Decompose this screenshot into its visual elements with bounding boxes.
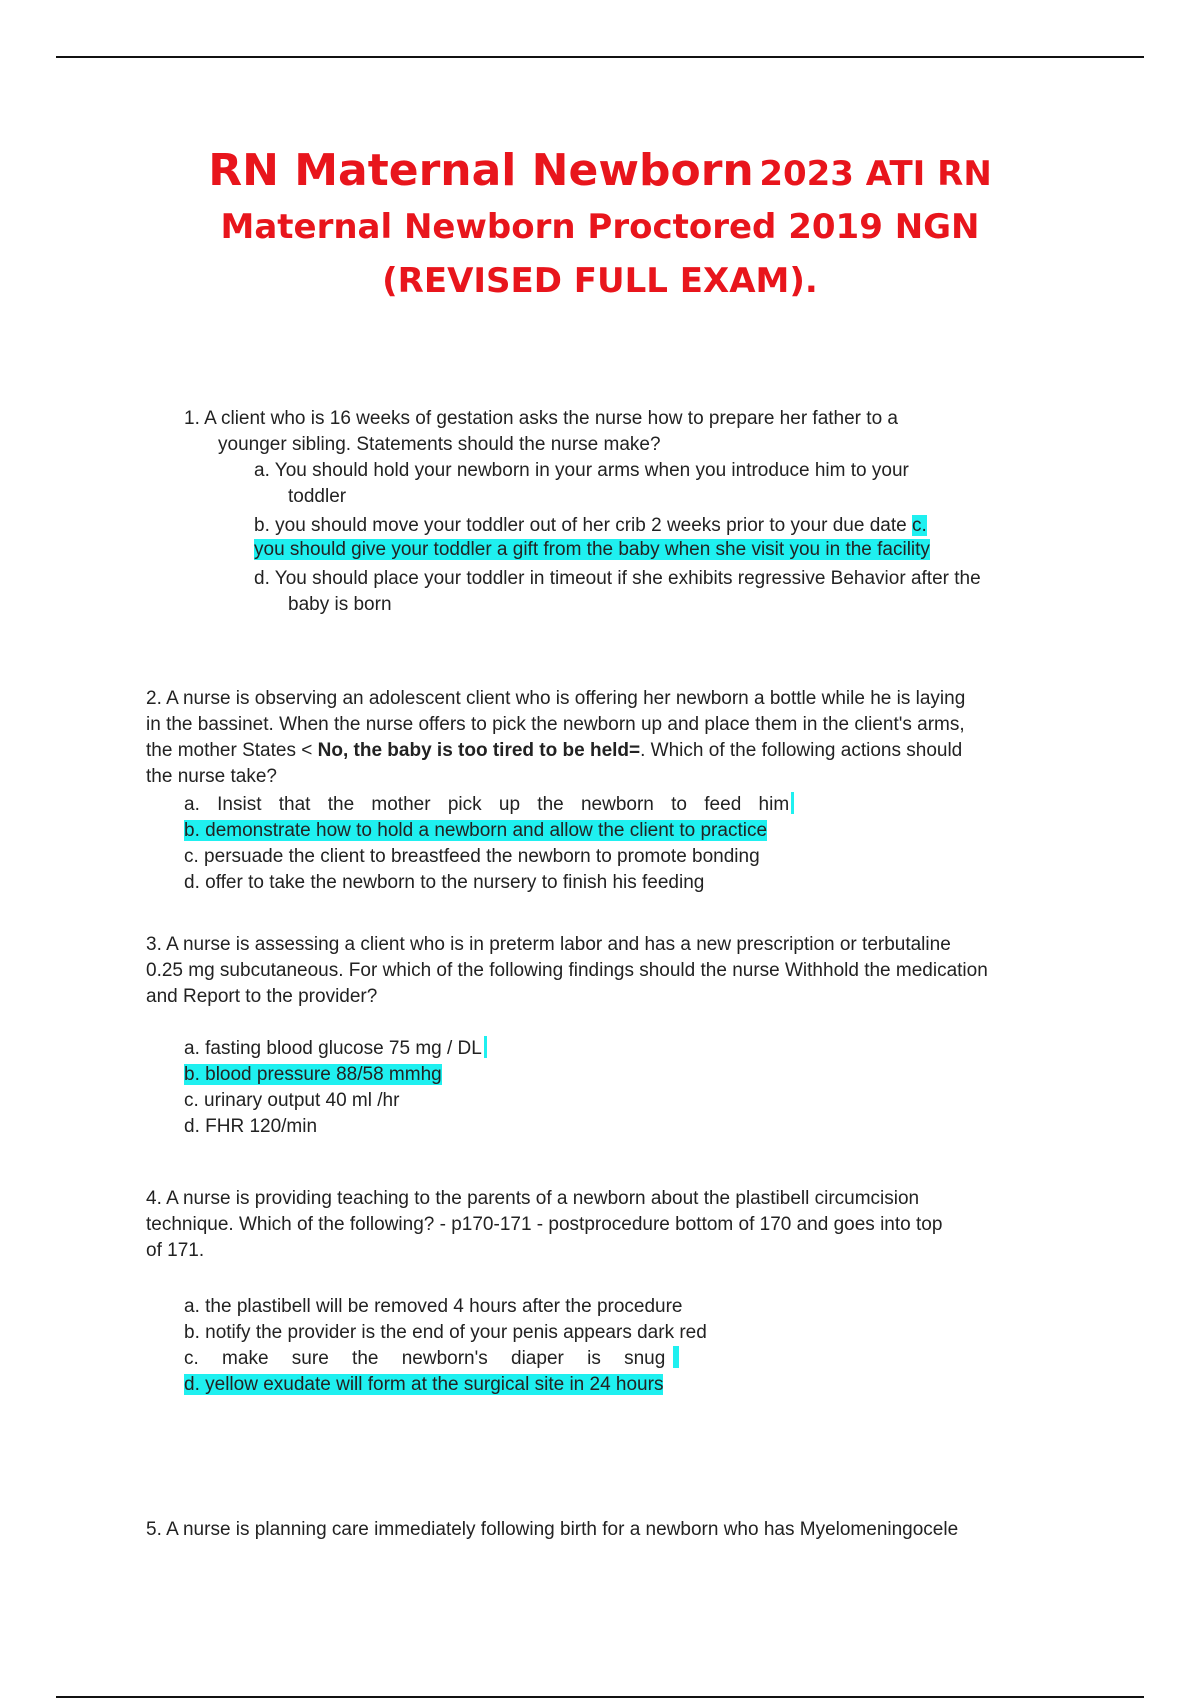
question-3-option-a: a. fasting blood glucose 75 mg / DL xyxy=(184,1038,482,1059)
highlight-marker xyxy=(791,792,794,814)
highlight-marker xyxy=(673,1346,679,1368)
question-2-stem-line1: 2. A nurse is observing an adolescent client who is offering her newborn a bottle while he is laying xyxy=(146,688,966,709)
question-2-option-a: a. Insist that the mother pick up the newborn to feed him xyxy=(184,794,790,815)
question-5-stem-line1: 5. A nurse is planning care immediately following birth for a newborn who has Myelomeningocele xyxy=(146,1519,959,1540)
question-4-stem-line1: 4. A nurse is providing teaching to the parents of a newborn about the plastibell circumcision xyxy=(146,1188,920,1209)
question-2-stem-line4: the nurse take? xyxy=(146,766,277,787)
bottom-rule xyxy=(56,1696,1144,1698)
question-3-stem-line2: 0.25 mg subcutaneous. For which of the following findings should the nurse Withhold the medication xyxy=(146,960,988,981)
question-3-option-c: c. urinary output 40 ml /hr xyxy=(184,1090,400,1111)
question-2-option-c: c. persuade the client to breastfeed the newborn to promote bonding xyxy=(184,846,760,867)
question-1-stem-line2: younger sibling. Statements should the nurse make? xyxy=(218,434,661,455)
title-line1-big: RN Maternal Newborn xyxy=(208,145,754,196)
question-1-option-c-label: c. xyxy=(911,515,927,536)
title-line1-rest: 2023 ATI RN xyxy=(759,154,992,194)
question-1-option-a-cont: toddler xyxy=(288,486,347,507)
question-2-option-d: d. offer to take the newborn to the nursery to finish his feeding xyxy=(184,872,705,893)
question-4-stem-line3: of 171. xyxy=(146,1240,205,1261)
title-line3: (REVISED FULL EXAM). xyxy=(382,261,818,301)
question-2 xyxy=(146,686,1106,896)
question-1-option-d: d. You should place your toddler in timeout if she exhibits regressive Behavior after the xyxy=(254,568,981,589)
question-3-option-b-answer: b. blood pressure 88/58 mmhg xyxy=(184,1064,442,1085)
question-5 xyxy=(146,1517,1106,1543)
question-1-option-a: a. You should hold your newborn in your arms when you introduce him to your xyxy=(254,460,909,481)
question-4-option-d-answer: d. yellow exudate will form at the surgical site in 24 hours xyxy=(184,1374,664,1395)
highlight-marker xyxy=(484,1036,487,1058)
question-2-stem-line3: the mother States < No, the baby is too tired to be held=. Which of the following actions should xyxy=(146,740,963,761)
question-2-stem-line2: in the bassinet. When the nurse offers to pick the newborn up and place them in the client's arms, xyxy=(146,714,965,735)
question-1 xyxy=(184,406,1104,618)
question-2-option-b-answer: b. demonstrate how to hold a newborn and allow the client to practice xyxy=(184,820,768,841)
question-3 xyxy=(146,932,1106,1140)
question-2-quote: No, the baby is too tired to be held= xyxy=(317,740,641,761)
question-4 xyxy=(146,1186,1106,1398)
top-rule xyxy=(56,56,1144,58)
title-line2: Maternal Newborn Proctored 2019 NGN xyxy=(220,207,980,247)
question-3-option-d: d. FHR 120/min xyxy=(184,1116,318,1137)
question-3-stem-line1: 3. A nurse is assessing a client who is in preterm labor and has a new prescription or terbutaline xyxy=(146,934,951,955)
question-1-stem-line1: 1. A client who is 16 weeks of gestation asks the nurse how to prepare her father to a xyxy=(184,408,898,429)
question-1-option-b: b. you should move your toddler out of her crib 2 weeks prior to your due date xyxy=(254,515,907,536)
question-1-option-c-answer: you should give your toddler a gift from the baby when she visit you in the facility xyxy=(254,539,930,560)
document-title xyxy=(100,142,1100,308)
question-4-option-c: c. make sure the newborn's diaper is snug xyxy=(184,1348,666,1369)
question-4-option-b: b. notify the provider is the end of your penis appears dark red xyxy=(184,1322,707,1343)
question-4-stem-line2: technique. Which of the following? - p170-171 - postprocedure bottom of 170 and goes into top xyxy=(146,1214,943,1235)
question-4-option-a: a. the plastibell will be removed 4 hours after the procedure xyxy=(184,1296,683,1317)
question-3-stem-line3: and Report to the provider? xyxy=(146,986,378,1007)
question-1-option-d-cont: baby is born xyxy=(288,594,392,615)
